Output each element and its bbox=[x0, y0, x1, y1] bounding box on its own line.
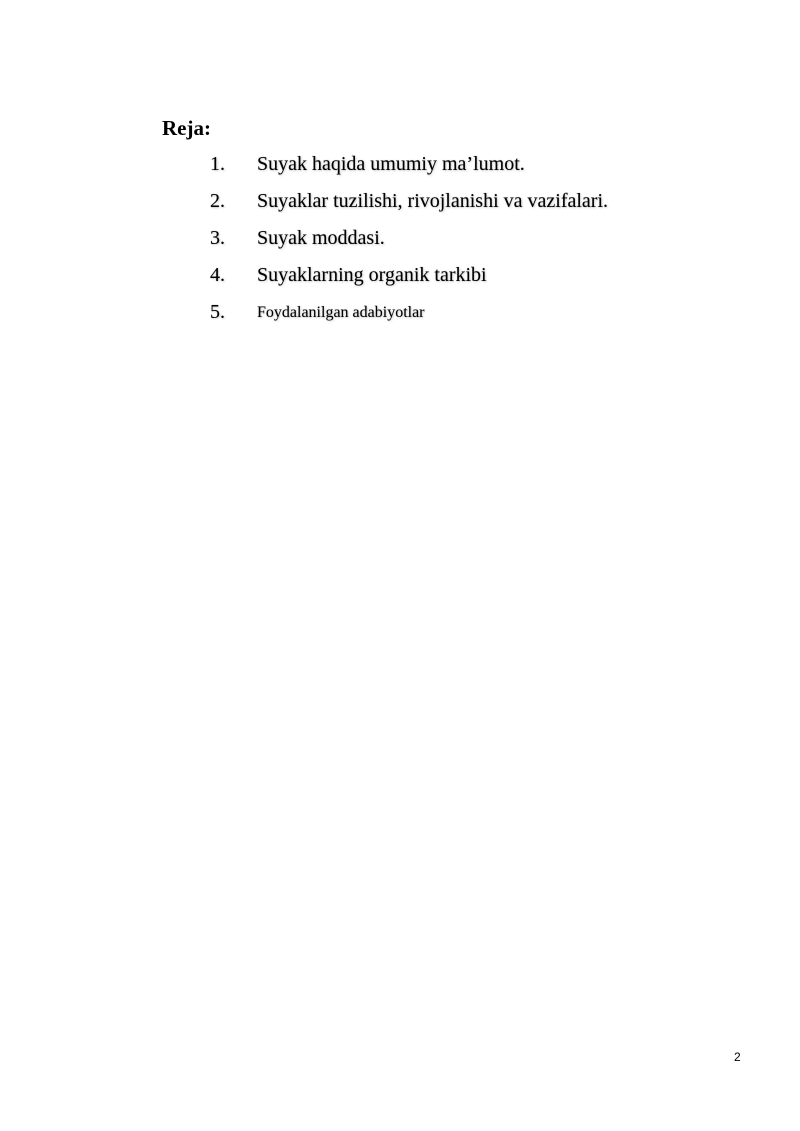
plan-item-text: Suyak haqida umumiy ma’lumot. bbox=[257, 153, 525, 175]
page-number: 2 bbox=[734, 1050, 741, 1064]
plan-item-number: 3. bbox=[210, 227, 225, 249]
plan-heading: Reja: bbox=[162, 116, 211, 140]
plan-item-number: 4. bbox=[210, 264, 225, 286]
plan-item-number: 5. bbox=[210, 301, 225, 323]
plan-item-text: Foydalanilgan adabiyotlar bbox=[257, 304, 425, 321]
plan-item-text: Suyaklarning organik tarkibi bbox=[257, 264, 487, 286]
plan-item-number: 1. bbox=[210, 153, 225, 175]
plan-item-number: 2. bbox=[210, 190, 225, 212]
plan-item-text: Suyak moddasi. bbox=[257, 227, 385, 249]
plan-item-text: Suyaklar tuzilishi, rivojlanishi va vazifalari. bbox=[257, 190, 609, 212]
